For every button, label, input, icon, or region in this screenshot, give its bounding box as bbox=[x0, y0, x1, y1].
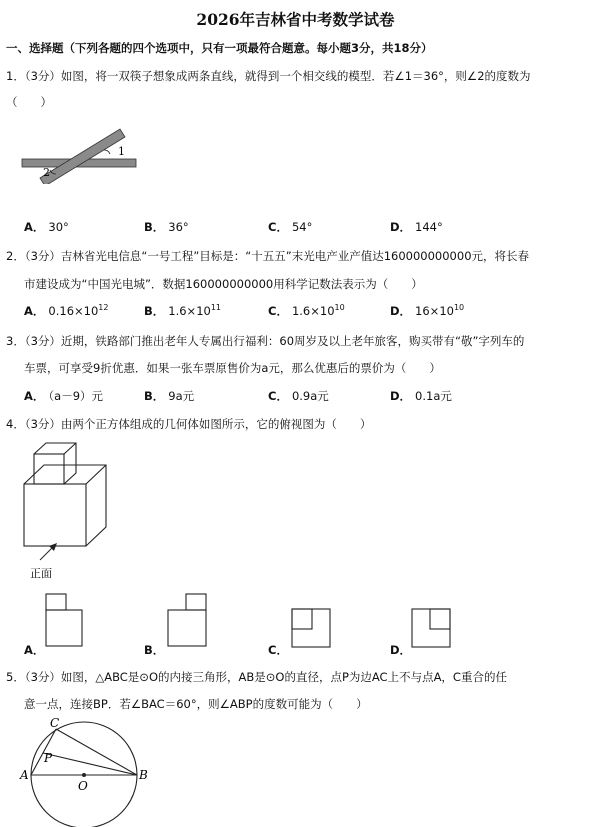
q4-option-d[interactable] bbox=[390, 642, 415, 658]
q2-option-a-base: 0.16×10 bbox=[48, 304, 99, 318]
q4-stem-line1: 4．（3分）由两个正方体组成的几何体如图所示，它的俯视图为（ ） bbox=[6, 417, 372, 431]
q1-stem-line1: 1．（3分）如图，将一双筷子想象成两条直线，就得到一个相交线的模型．若∠1＝36°，则∠2的度数为 bbox=[6, 69, 531, 83]
q2-option-a[interactable] bbox=[24, 303, 108, 319]
slanted-chopstick bbox=[40, 129, 125, 184]
q2-option-d-exp: 10 bbox=[453, 303, 465, 313]
q2-stem-line1: 2．（3分）吉林省光电信息“一号工程”目标是：“十五五”末光电产业产值达160000000000元，将长春 bbox=[6, 249, 530, 263]
q2-stem-line2: 市建设成为“中国光电城”．数据160000000000用科学记数法表示为（ ） bbox=[24, 277, 423, 291]
small-cube-front bbox=[34, 454, 64, 484]
q3-option-a-text: （a－9）元 bbox=[48, 389, 104, 403]
q2-option-c-base: 1.6×10 bbox=[291, 304, 335, 318]
q2-option-b-letter: B． bbox=[144, 304, 165, 318]
q1-option-d-letter: D． bbox=[390, 220, 412, 234]
q2-option-b-base: 1.6×10 bbox=[168, 304, 211, 318]
q4-cubes-figure bbox=[18, 440, 118, 585]
q2-option-a-exp: 12 bbox=[98, 303, 109, 313]
q4-option-c-letter: C． bbox=[268, 643, 288, 657]
q3-option-b-letter: B． bbox=[144, 389, 165, 403]
segment-bp bbox=[43, 753, 137, 775]
big-cube-edge bbox=[86, 465, 106, 484]
label-b: B bbox=[139, 768, 148, 782]
q3-option-d-text: 0.1a元 bbox=[415, 389, 452, 403]
angle-1-arc bbox=[104, 150, 110, 154]
q1-option-a[interactable] bbox=[24, 219, 69, 235]
q2-option-c-letter: C． bbox=[268, 304, 288, 318]
q3-option-b-text: 9a元 bbox=[168, 389, 195, 403]
q2-option-a-letter: A． bbox=[24, 304, 45, 318]
q3-option-c-letter: C． bbox=[268, 389, 288, 403]
big-cube-front bbox=[24, 484, 86, 546]
segment-cb bbox=[56, 729, 137, 775]
q1-option-d-text: 144° bbox=[415, 220, 443, 234]
q3-option-b[interactable] bbox=[144, 388, 194, 404]
section-heading: 一、选择题（下列各题的四个选项中，只有一项最符合题意。每小题3分，共18分） bbox=[6, 41, 433, 55]
q2-option-c-exp: 10 bbox=[334, 303, 345, 313]
q3-option-c-text: 0.9a元 bbox=[291, 389, 329, 403]
q4-option-b[interactable] bbox=[144, 642, 168, 658]
q3-option-a[interactable] bbox=[24, 388, 103, 404]
q2-option-b[interactable] bbox=[144, 303, 221, 319]
q3-option-d-letter: D． bbox=[390, 389, 412, 403]
q3-stem-line1: 3．（3分）近期，铁路部门推出老年人专属出行福利：60周岁及以上老年旅客，购买带有“敬”字列车的 bbox=[6, 334, 525, 348]
label-a: A bbox=[20, 768, 29, 782]
q1-option-c-letter: C． bbox=[268, 220, 288, 234]
q3-option-a-letter: A． bbox=[24, 389, 45, 403]
q1-option-b-text: 36° bbox=[168, 220, 189, 234]
q3-stem-line2: 车票，可享受9折优惠．如果一张车票原售价为a元，那么优惠后的票价为（ ） bbox=[24, 361, 441, 375]
q1-option-b[interactable] bbox=[144, 219, 189, 235]
q4-option-c-shape bbox=[288, 606, 334, 650]
angle-2-label: 2 bbox=[43, 166, 50, 179]
q1-option-a-text: 30° bbox=[48, 220, 69, 234]
q4-option-d-letter: D． bbox=[390, 643, 412, 657]
q2-option-c[interactable] bbox=[268, 303, 345, 319]
front-view-label: 正面 bbox=[30, 567, 52, 580]
q1-option-d[interactable] bbox=[390, 219, 443, 235]
q1-stem-line2: （ ） bbox=[6, 95, 52, 109]
label-o: O bbox=[78, 779, 88, 793]
label-c: C bbox=[50, 716, 60, 730]
small-cube-edge bbox=[64, 443, 76, 454]
page-title: 2026年吉林省中考数学试卷 bbox=[196, 10, 395, 29]
q1-chopsticks-figure bbox=[20, 124, 140, 184]
q1-option-c[interactable] bbox=[268, 219, 312, 235]
q4-option-c[interactable] bbox=[268, 642, 292, 658]
q3-option-c[interactable] bbox=[268, 388, 329, 404]
q4-option-b-letter: B． bbox=[144, 643, 165, 657]
q4-option-a[interactable] bbox=[24, 642, 48, 658]
q2-option-d[interactable] bbox=[390, 303, 464, 319]
q4-option-a-letter: A． bbox=[24, 643, 45, 657]
q1-option-c-text: 54° bbox=[291, 220, 313, 234]
label-p: P bbox=[44, 751, 53, 765]
q2-option-d-letter: D． bbox=[390, 304, 412, 318]
q1-option-a-letter: A． bbox=[24, 220, 45, 234]
q5-stem-line1: 5．（3分）如图，△ABC是⊙O的内接三角形，AB是⊙O的直径，点P为边AC上不与点A，C重合的任 bbox=[6, 670, 507, 684]
q1-option-b-letter: B． bbox=[144, 220, 165, 234]
angle-1-label: 1 bbox=[118, 145, 125, 158]
q2-option-d-base: 16×10 bbox=[415, 304, 454, 318]
q5-stem-line2: 意一点，连接BP．若∠BAC＝60°，则∠ABP的度数可能为（ ） bbox=[24, 697, 368, 711]
q5-circle-figure bbox=[16, 714, 156, 827]
center-point bbox=[82, 773, 86, 777]
q2-option-b-exp: 11 bbox=[210, 303, 222, 313]
q3-option-d[interactable] bbox=[390, 388, 452, 404]
